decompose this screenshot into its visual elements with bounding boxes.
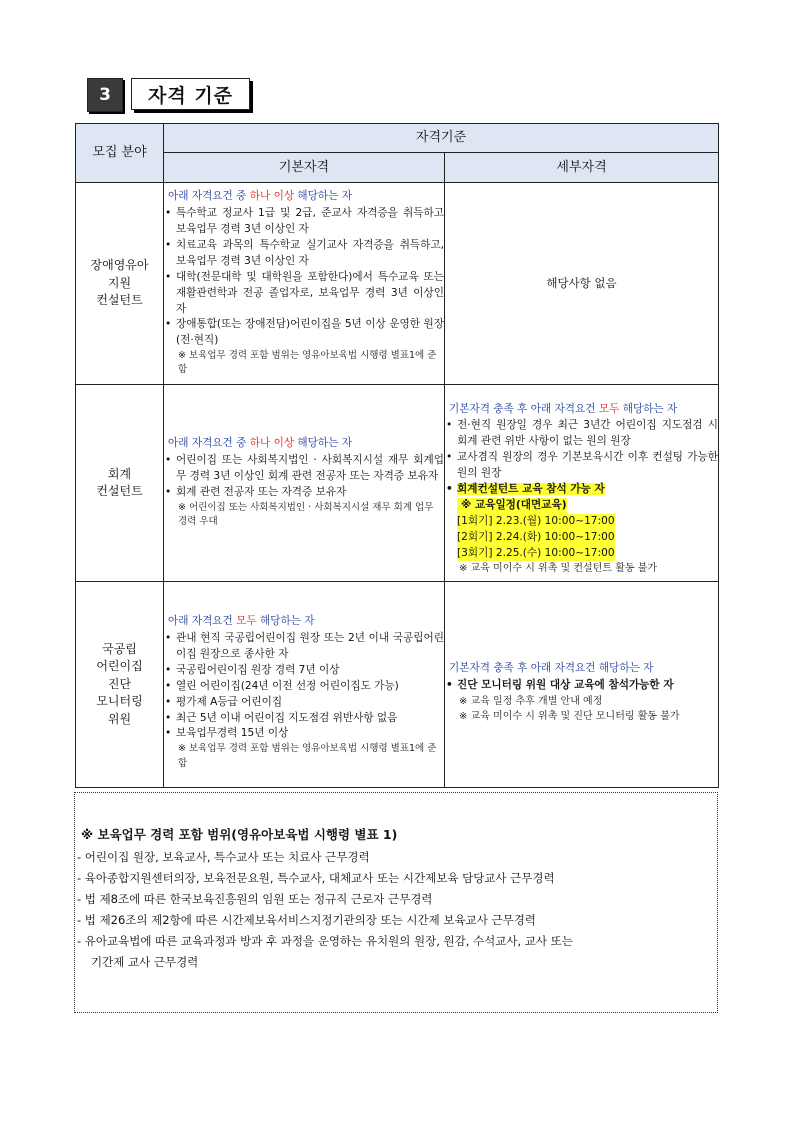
detail-qualification — [445, 582, 719, 788]
category-accounting-consultant: 회계 컨설턴트 — [76, 385, 164, 582]
list-item: • 대학(전문대학 및 대학원을 포함한다)에서 특수교육 또는 재활관련학과 전공 졸업자로, 보육업무 경력 3년 이상인 자 — [164, 270, 444, 318]
condition-text: 아래 자격요건 모두 해당하는 자 — [168, 615, 315, 628]
education-schedule — [445, 498, 718, 562]
list-item: • 진단 모니터링 위원 대상 교육에 참석가능한 자 — [445, 678, 718, 694]
note: ※ 교육 미이수 시 위촉 및 진단 모니터링 활동 불가 — [459, 710, 680, 722]
note: ※ 교육 미이수 시 위촉 및 컨설턴트 활동 불가 — [459, 563, 658, 575]
basic-qualification — [164, 385, 445, 582]
schedule-session-3: [3회기] 2.25.(수) 10:00~17:00 — [457, 546, 615, 562]
note: ※ 어린이집 또는 사회복지법인 · 사회복지시설 재무 회계 업무 경력 우대 — [178, 502, 434, 528]
list-item: • 특수학교 정교사 1급 및 2급, 준교사 자격증을 취득하고 보육업무 경력 3년 이상인 자 — [164, 206, 444, 238]
basic-qualification — [164, 582, 445, 788]
note: ※ 보육업무 경력 포함 범위는 영유아보육법 시행령 별표1에 준함 — [178, 743, 437, 769]
list-item: • 치료교육 과목의 특수학교 실기교사 자격증을 취득하고, 보육업무 경력 3년 이상인 자 — [164, 238, 444, 270]
category-monitoring-member: 국공립 어린이집 진단 모니터링 위원 — [76, 582, 164, 788]
condition-text: 아래 자격요건 중 하나 이상 해당하는 자 — [168, 190, 352, 203]
note: ※ 보육업무 경력 포함 범위는 영유아보육법 시행령 별표1에 준함 — [178, 350, 437, 376]
list-item: • 어린이집 또는 사회복지법인 · 사회복지시설 재무 회계업무 경력 3년 이상인 회계 관련 전공자 또는 자격증 보유자 — [164, 453, 444, 485]
list-item: • 열린 어린이집(24년 이전 선정 어린이집도 가능) — [164, 679, 444, 695]
schedule-session-1: [1회기] 2.23.(월) 10:00~17:00 — [457, 514, 615, 530]
box-line: - 어린이집 원장, 보육교사, 특수교사 또는 치료사 근무경력 — [77, 850, 370, 864]
box-title: ※ 보육업무 경력 포함 범위(영유아보육법 시행령 별표 1) — [81, 827, 398, 842]
note: ※ 교육 일정 추후 개별 안내 예정 — [459, 695, 603, 707]
list-item: • 최근 5년 이내 어린이집 지도점검 위반사항 없음 — [164, 711, 444, 727]
list-item: • 평가제 A등급 어린이집 — [164, 695, 444, 711]
list-item: • 장애통합(또는 장애전담)어린이집을 5년 이상 운영한 원장(전·현직) — [164, 317, 444, 349]
list-item: • 회계 관련 전공자 또는 자격증 보유자 — [164, 485, 444, 501]
list-item: • 교사겸직 원장의 경우 기본보육시간 이후 컨설팅 가능한 원의 원장 — [445, 450, 718, 482]
list-item: • 국공립어린이집 원장 경력 7년 이상 — [164, 663, 444, 679]
box-line: - 유아교육법에 따른 교육과정과 방과 후 과정을 운영하는 유치원의 원장, 원감, 수석교사, 교사 또는 — [77, 934, 573, 948]
header-detail: 세부자격 — [445, 153, 719, 183]
qualification-table — [75, 123, 719, 788]
section-number: 3 — [87, 78, 123, 112]
schedule-title: ※ 교육일정(대면교육) — [457, 498, 567, 514]
box-line: - 육아종합지원센터의장, 보육전문요원, 특수교사, 대체교사 또는 시간제보육 담당교사 근무경력 — [77, 871, 555, 885]
detail-qualification: 해당사항 없음 — [445, 183, 719, 385]
box-line-continued: 기간제 교사 근무경력 — [91, 955, 199, 969]
header-basic: 기본자격 — [164, 153, 445, 183]
career-scope-box — [74, 792, 718, 1013]
box-line: - 법 제8조에 따른 한국보육진흥원의 임원 또는 정규직 근로자 근무경력 — [77, 892, 433, 906]
condition-text: 아래 자격요건 중 하나 이상 해당하는 자 — [168, 437, 352, 450]
section-header — [87, 78, 250, 112]
schedule-session-2: [2회기] 2.24.(화) 10:00~17:00 — [457, 530, 615, 546]
table-row — [76, 183, 719, 385]
highlighted-item: • 회계컨설턴트 교육 참석 가능 자 — [445, 482, 718, 498]
list-item: • 보육업무경력 15년 이상 — [164, 726, 444, 742]
list-item: • 관내 현직 국공립어린이집 원장 또는 2년 이내 국공립어린이집 원장으로 종사한 자 — [164, 631, 444, 663]
detail-qualification — [445, 385, 719, 582]
box-line: - 법 제26조의 제2항에 따른 시간제보육서비스지정기관의장 또는 시간제 보육교사 근무경력 — [77, 913, 536, 927]
list-item: • 전·현직 원장일 경우 최근 3년간 어린이집 지도점검 시 회계 관련 위반 사항이 없는 원의 원장 — [445, 418, 718, 450]
table-row — [76, 385, 719, 582]
table-row — [76, 582, 719, 788]
header-qualification: 자격기준 — [164, 124, 719, 153]
category-disability-consultant: 장애영유아 지원 컨설턴트 — [76, 183, 164, 385]
section-title: 자격 기준 — [131, 78, 250, 110]
basic-qualification — [164, 183, 445, 385]
header-field: 모집 분야 — [76, 124, 164, 183]
condition-text: 기본자격 충족 후 아래 자격요건 해당하는 자 — [449, 662, 654, 675]
condition-text: 기본자격 충족 후 아래 자격요건 모두 해당하는 자 — [449, 402, 678, 415]
